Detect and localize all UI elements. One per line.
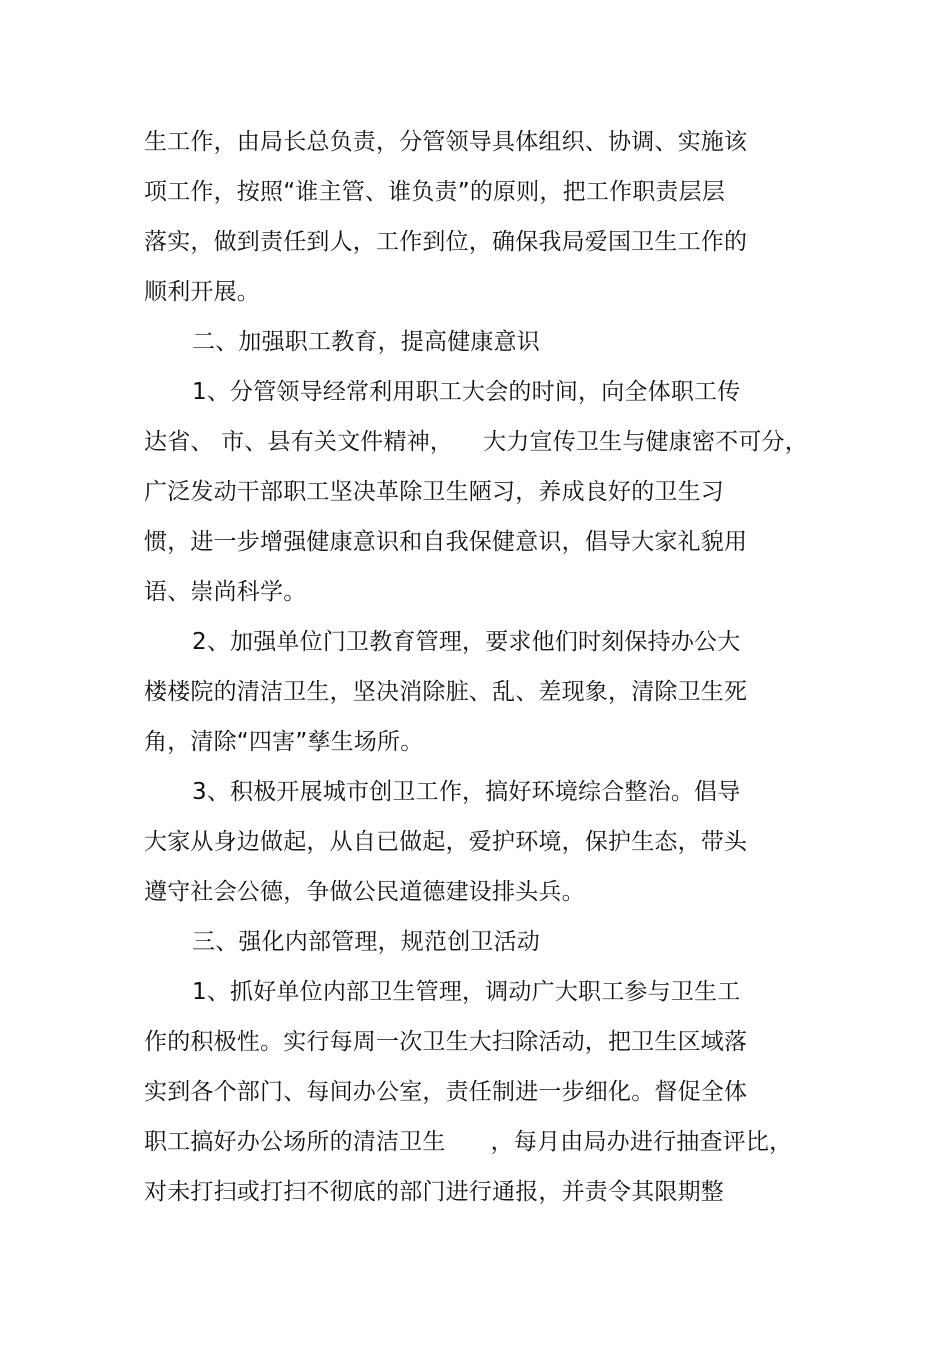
text-line: 对未打扫或打扫不彻底的部门进行通报，并责令其限期整 xyxy=(144,1179,724,1205)
text-line: 顺利开展。 xyxy=(144,279,260,305)
text-line: 3、积极开展城市创卫工作，搞好环境综合整治。倡导 xyxy=(192,779,741,805)
text-line: 广泛发动干部职工坚决革除卫生陋习，养成良好的卫生习 xyxy=(144,479,724,505)
text-line: 角，清除“四害”孳生场所。 xyxy=(144,729,424,755)
text-line: 达省、 市、县有关文件精神， 大力宣传卫生与健康密不可分， xyxy=(144,429,808,455)
text-line: 项工作，按照“谁主管、谁负责”的原则，把工作职责层层 xyxy=(144,179,726,205)
text-line: 生工作，由局长总负责，分管领导具体组织、协调、实施该 xyxy=(144,129,748,155)
text-line: 遵守社会公德，争做公民道德建设排头兵。 xyxy=(144,879,585,905)
text-line: 1、抓好单位内部卫生管理，调动广大职工参与卫生工 xyxy=(192,979,741,1005)
text-line: 2、加强单位门卫教育管理，要求他们时刻保持办公大 xyxy=(192,629,741,655)
text-line: 大家从身边做起，从自已做起，爱护环境，保护生态，带头 xyxy=(144,829,748,855)
text-line: 楼楼院的清洁卫生，坚决消除脏、乱、差现象，清除卫生死 xyxy=(144,679,748,705)
section-heading: 二、加强职工教育，提高健康意识 xyxy=(192,329,540,355)
text-line: 实到各个部门、每间办公室，责任制进一步细化。督促全体 xyxy=(144,1079,748,1105)
text-line: 语、崇尚科学。 xyxy=(144,579,307,605)
text-line: 作的积极性。实行每周一次卫生大扫除活动，把卫生区域落 xyxy=(144,1029,748,1055)
text-line: 1、分管领导经常利用职工大会的时间，向全体职工传 xyxy=(192,379,741,405)
section-heading: 三、强化内部管理，规范创卫活动 xyxy=(192,929,540,955)
text-line: 职工搞好办公场所的清洁卫生 ，每月由局办进行抽查评比， xyxy=(144,1129,793,1155)
text-line: 落实，做到责任到人，工作到位，确保我局爱国卫生工作的 xyxy=(144,229,748,255)
text-line: 惯，进一步增强健康意识和自我保健意识，倡导大家礼貌用 xyxy=(144,529,748,555)
